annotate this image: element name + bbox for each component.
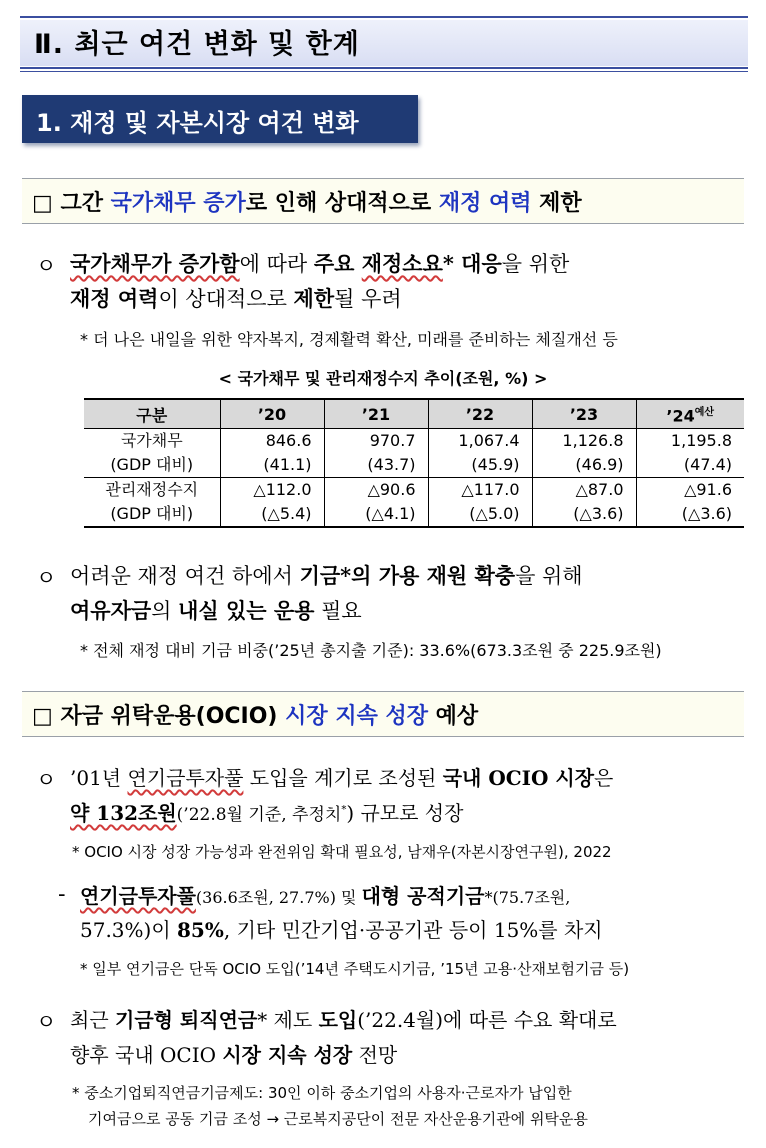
text-run: 기금 (299, 563, 341, 588)
text-run: 재정 여력 (70, 286, 159, 311)
debt-table (84, 398, 744, 528)
bullet-mark: ㅇ (36, 566, 57, 590)
table-header: ’23 (532, 399, 636, 429)
bullet-1-line-1 (70, 248, 569, 278)
bullet-mark: ㅇ (36, 254, 57, 278)
text-run: * 대응 (442, 251, 502, 276)
bullet-3-note: * OCIO 시장 성장 가능성과 완전위임 확대 필요성, 남재우(자본시장연구원), 2022 (72, 843, 612, 861)
text-run: 최근 (70, 1008, 115, 1032)
bullet-3-line-1 (70, 762, 613, 791)
checkbox-glyph: □ (32, 704, 53, 729)
bullet-2-line-2 (70, 595, 362, 625)
text-run: 연기금투자풀 (127, 766, 244, 790)
table-cell: (46.9) (532, 453, 636, 478)
text-run: 에 따라 (239, 252, 314, 276)
text-run: ’01년 (70, 766, 128, 790)
table-cell: (41.1) (220, 453, 324, 478)
table-cell: (△5.4) (220, 502, 324, 527)
text-run: *(75.7조원, (484, 888, 571, 907)
table-cell: 846.6 (220, 429, 324, 454)
section-badge (22, 95, 418, 143)
table-header (636, 399, 744, 429)
bullet-3-line-2 (70, 797, 463, 826)
subheading-highlight: 국가채무 증가 (110, 191, 246, 216)
heading-top-rule (20, 16, 748, 18)
text-run: * 제도 (257, 1008, 319, 1032)
bullet-1-line-2 (70, 283, 402, 313)
text-run: 도입을 계기로 조성된 (243, 766, 443, 790)
text-run: ) 규모로 성장 (346, 801, 464, 825)
table-header: ’22 (428, 399, 532, 429)
text-run: 대형 공적기금 (361, 884, 485, 908)
text-run: 연기금투자풀 (80, 884, 196, 908)
text-run: * (341, 804, 347, 816)
text-run: 주요 (313, 251, 362, 276)
dash-mark: - (58, 882, 66, 906)
checkbox-glyph: □ (32, 191, 53, 216)
table-row (84, 478, 744, 503)
table-cell: △112.0 (220, 478, 324, 503)
table-cell: (△3.6) (636, 502, 744, 527)
table-cell: 1,195.8 (636, 429, 744, 454)
table-cell: 1,126.8 (532, 429, 636, 454)
table-row (84, 429, 744, 454)
table-cell: (45.9) (428, 453, 532, 478)
subheading-fiscal-text (32, 186, 582, 217)
text-run: 시장 지속 성장 (222, 1043, 353, 1067)
table-header: ’21 (324, 399, 428, 429)
subheading-part: 로 인해 상대적으로 (245, 191, 439, 216)
bullet-2-line-1 (70, 560, 583, 590)
bullet-4-note-2: 기여금으로 공동 기금 조성 → 근로복지공단이 전문 자산운용기관에 위탁운용 (88, 1110, 588, 1128)
subheading-highlight: 재정 여력 (438, 191, 532, 216)
dash-note: * 일부 연기금은 단독 OCIO 도입(’14년 주택도시기금, ’15년 고용·산재보험기금 등) (80, 960, 630, 978)
text-run: 57.3%)이 (80, 918, 178, 942)
table-cell: (△5.0) (428, 502, 532, 527)
text-run: 내실 있는 운용 (178, 598, 315, 623)
page-title: Ⅱ. 최근 여건 변화 및 한계 (34, 29, 360, 60)
text-run: 제한 (293, 286, 335, 311)
text-run: 약 132조원 (70, 801, 177, 825)
subheading-highlight: 시장 지속 성장 (285, 704, 428, 729)
text-run: 기금형 퇴직연금 (115, 1008, 258, 1032)
subheading-ocio-text (32, 699, 478, 730)
table-cell: (GDP 대비) (84, 502, 220, 527)
table-header-sup: 예산 (694, 406, 715, 418)
subheading-part: 자금 위탁운용(OCIO) (60, 704, 286, 729)
table-header-row (84, 399, 744, 429)
table-cell: (△4.1) (324, 502, 428, 527)
table-cell: △87.0 (532, 478, 636, 503)
text-run: 을 위한 (501, 252, 570, 276)
table-cell: (GDP 대비) (84, 453, 220, 478)
table-cell: △91.6 (636, 478, 744, 503)
text-run: 될 우려 (334, 287, 402, 311)
text-run: 필요 (314, 599, 362, 623)
bullet-2-note: * 전체 재정 대비 기금 비중(’25년 총지출 기준): 33.6%(673.3조원 중 225.9조원) (80, 641, 662, 660)
table-cell: 970.7 (324, 429, 428, 454)
section-badge-label: 1. 재정 및 자본시장 여건 변화 (36, 109, 359, 137)
table-cell: 관리재정수지 (105, 480, 199, 499)
text-run: (’22.8월 기준, 추정치 (176, 805, 342, 825)
text-run: 국내 OCIO 시장 (442, 766, 595, 790)
text-run: (36.6조원, 27.7%) 및 (195, 888, 362, 907)
dash-line-2 (80, 914, 603, 943)
text-run: 향후 국내 OCIO (70, 1043, 223, 1067)
table-cell: (47.4) (636, 453, 744, 478)
heading-bottom-rule-2 (20, 71, 748, 72)
text-run: 이 상대적으로 (158, 287, 294, 311)
table-header-label: ’24 (666, 406, 695, 426)
text-run: 의 (151, 599, 179, 623)
subheading-part: 그간 (60, 191, 111, 216)
bullet-4-line-2 (70, 1039, 397, 1068)
table-header: ’20 (220, 399, 324, 429)
text-run: 도입 (318, 1008, 358, 1032)
bullet-4-line-1 (70, 1004, 617, 1033)
text-run: 을 위해 (515, 564, 583, 588)
bullet-4-note-1: * 중소기업퇴직연금기금제도: 30인 이하 중소기업의 사용자·근로자가 납입한 (72, 1084, 572, 1102)
heading-bottom-rule (20, 67, 748, 69)
text-run: *의 가용 재원 확충 (340, 563, 516, 588)
text-run: 국가채무가 증가함 (70, 251, 240, 276)
table-cell: 1,067.4 (428, 429, 532, 454)
text-run: 은 (594, 766, 614, 790)
text-run: 여유자금 (70, 598, 152, 623)
bullet-1-note: * 더 나은 내일을 위한 약자복지, 경제활력 확산, 미래를 준비하는 체질개선 등 (80, 330, 618, 349)
table-cell: (△3.6) (532, 502, 636, 527)
text-run: 85% (177, 918, 224, 942)
text-run: (’22.4월)에 따른 수요 확대로 (357, 1008, 617, 1032)
bullet-mark: ㅇ (36, 1010, 57, 1034)
text-run: 전망 (352, 1043, 398, 1067)
table-cell: △90.6 (324, 478, 428, 503)
subheading-part: 예상 (428, 704, 479, 729)
table-title: < 국가채무 및 관리재정수지 추이(조원, %) > (218, 369, 548, 388)
text-run: 어려운 재정 여건 하에서 (70, 564, 300, 588)
dash-line-1 (80, 880, 570, 909)
table-cell: △117.0 (428, 478, 532, 503)
table-cell: (43.7) (324, 453, 428, 478)
subheading-part: 제한 (531, 191, 582, 216)
subheading-ocio (22, 691, 744, 737)
table-header: 구분 (84, 399, 220, 429)
table-row (84, 453, 744, 478)
subheading-fiscal (22, 178, 744, 224)
table-row (84, 502, 744, 527)
table-cell: 국가채무 (120, 431, 183, 450)
text-run: 재정소요 (361, 251, 443, 276)
bullet-mark: ㅇ (36, 768, 57, 792)
text-run: , 기타 민간기업·공공기관 등이 15%를 차지 (223, 918, 603, 942)
